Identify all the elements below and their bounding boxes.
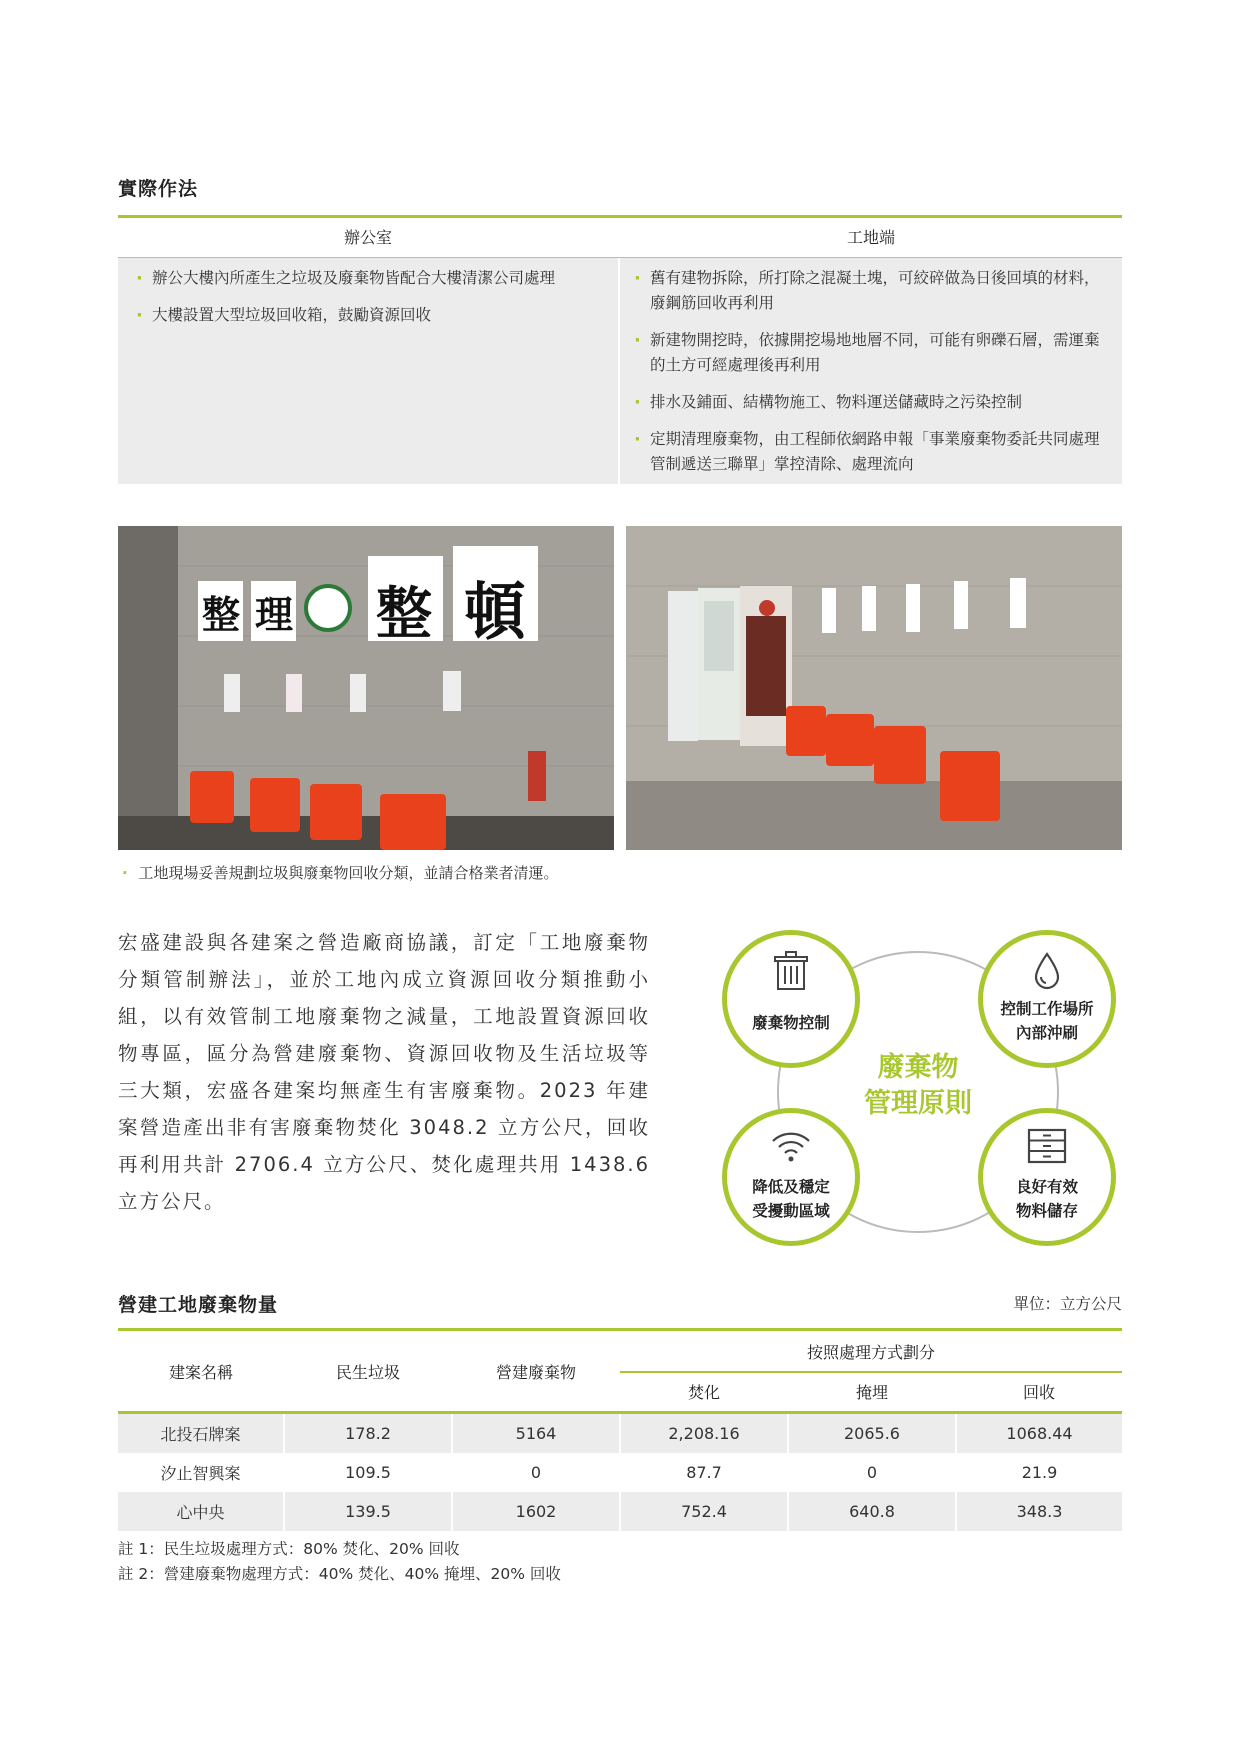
node-label-line: 控制工作場所 <box>1000 1000 1094 1018</box>
table-row <box>118 1453 1122 1492</box>
sign-char: 頓 <box>464 575 527 648</box>
table-notes <box>118 1537 561 1587</box>
site-practice-item: · 排水及鋪面、結構物施工、物料運送儲藏時之污染控制 <box>630 390 1112 415</box>
body-paragraph: 宏盛建設與各建案之營造廠商協議，訂定「工地廢棄物分類管制辦法」，並於工地內成立資源回收分類推動小組，以有效管制工地廢棄物之減量，工地設置資源回收物專區，區分為營建廢棄物、資源回收物及生活垃圾等三大類，宏盛各建案均無產生有害廢棄物。2023 年建案營造產出非有害廢棄物焚化 3048.2 立方公尺，回收再利用共計 2706.4 立方公尺、焚化處理共用 1438.6 立方公尺。 <box>118 931 650 1213</box>
trash-can-icon <box>771 949 811 993</box>
sign-char: 整 <box>202 592 241 637</box>
cell-landfill: 640.8 <box>788 1492 956 1531</box>
node-label <box>983 1175 1111 1223</box>
office-column-header: 辦公室 <box>343 228 392 247</box>
office-practice-cell <box>118 258 618 484</box>
cell-construction: 1602 <box>452 1492 620 1531</box>
node-disturbed-area <box>722 1108 860 1246</box>
cell-project-name: 汐止智興案 <box>160 1463 241 1483</box>
node-waste-control <box>722 930 860 1068</box>
office-practice-item: · 辦公大樓內所產生之垃圾及廢棄物皆配合大樓清潔公司處理 <box>132 266 604 291</box>
table-row <box>118 1492 1122 1531</box>
site-practice-item: · 定期清理廢棄物，由工程師依網路申報「事業廢棄物委託共同處理管制遞送三聯單」掌控清除、處理流向 <box>630 427 1112 477</box>
cell-incineration: 2,208.16 <box>620 1412 788 1453</box>
header-landfill: 掩埋 <box>788 1372 956 1412</box>
management-principles-diagram <box>716 930 1126 1250</box>
header-project-name: 建案名稱 <box>118 1332 284 1412</box>
node-label-line: 降低及穩定 <box>752 1178 830 1196</box>
header-domestic-waste: 民生垃圾 <box>284 1332 452 1412</box>
node-label: 廢棄物控制 <box>752 1014 830 1032</box>
cell-recycle: 348.3 <box>956 1492 1122 1531</box>
practice-top-rule <box>118 215 1122 218</box>
header-recycle: 回收 <box>956 1372 1122 1412</box>
sign-char: 理 <box>255 592 294 637</box>
waste-table-title: 營建工地廢棄物量 <box>118 1294 279 1316</box>
waste-table-unit: 單位：立方公尺 <box>1013 1295 1122 1313</box>
diagram-center-title <box>818 1050 1018 1122</box>
waste-table-top-rule <box>118 1328 1122 1331</box>
table-note: 註 2：營建廢棄物處理方式：40% 焚化、40% 掩埋、20% 回收 <box>118 1565 561 1583</box>
cell-recycle: 21.9 <box>956 1453 1122 1492</box>
office-practice-item: · 大樓設置大型垃圾回收箱，鼓勵資源回收 <box>132 303 604 328</box>
practice-title: 實際作法 <box>118 178 199 200</box>
cell-landfill: 2065.6 <box>788 1412 956 1453</box>
cell-project-name: 心中央 <box>118 1492 284 1531</box>
site-practice-item: · 舊有建物拆除，所打除之混凝土塊，可絞碎做為日後回填的材料，廢鋼筋回收再利用 <box>630 266 1112 316</box>
cell-landfill: 0 <box>788 1453 956 1492</box>
node-label-line: 物料儲存 <box>1015 1202 1078 1220</box>
cell-construction: 5164 <box>452 1412 620 1453</box>
site-practice-cell <box>620 258 1122 484</box>
site-photo-right <box>626 526 1122 850</box>
cell-project-name: 北投石牌案 <box>118 1412 284 1453</box>
cell-domestic: 139.5 <box>284 1492 452 1531</box>
center-title-line2: 管理原則 <box>864 1088 972 1119</box>
waste-table <box>118 1332 1122 1531</box>
node-label <box>983 997 1111 1045</box>
site-photo-left <box>118 526 614 850</box>
storage-cabinet-icon <box>1026 1127 1068 1165</box>
center-title-line1: 廢棄物 <box>877 1052 959 1083</box>
cell-incineration: 752.4 <box>620 1492 788 1531</box>
node-workplace-flushing <box>978 930 1116 1068</box>
wifi-signal-icon <box>769 1129 813 1163</box>
node-material-storage <box>978 1108 1116 1246</box>
node-label-line: 受擾動區域 <box>752 1202 830 1220</box>
cell-incineration: 87.7 <box>620 1453 788 1492</box>
cell-recycle: 1068.44 <box>956 1412 1122 1453</box>
cell-domestic: 109.5 <box>284 1453 452 1492</box>
header-incineration: 焚化 <box>620 1372 788 1412</box>
photo-caption <box>122 862 559 883</box>
sign-char: 整 <box>376 581 432 647</box>
caption-bullet: · <box>122 864 128 882</box>
water-drop-icon <box>1032 951 1062 991</box>
node-label-line: 良好有效 <box>1015 1178 1078 1196</box>
table-note: 註 1：民生垃圾處理方式：80% 焚化、20% 回收 <box>118 1540 460 1558</box>
caption-text: 工地現場妥善規劃垃圾與廢棄物回收分類，並請合格業者清運。 <box>138 864 559 882</box>
node-label-line: 內部沖刷 <box>1015 1024 1078 1042</box>
node-label <box>727 1175 855 1223</box>
site-column-header: 工地端 <box>846 228 895 247</box>
site-practice-item: · 新建物開挖時，依據開挖場地地層不同，可能有卵礫石層，需運棄的土方可經處理後再利用 <box>630 328 1112 378</box>
cell-construction: 0 <box>452 1453 620 1492</box>
header-by-method: 按照處理方式劃分 <box>620 1332 1122 1372</box>
header-construction-waste: 營建廢棄物 <box>452 1332 620 1412</box>
cell-domestic: 178.2 <box>284 1412 452 1453</box>
table-row <box>118 1412 1122 1453</box>
